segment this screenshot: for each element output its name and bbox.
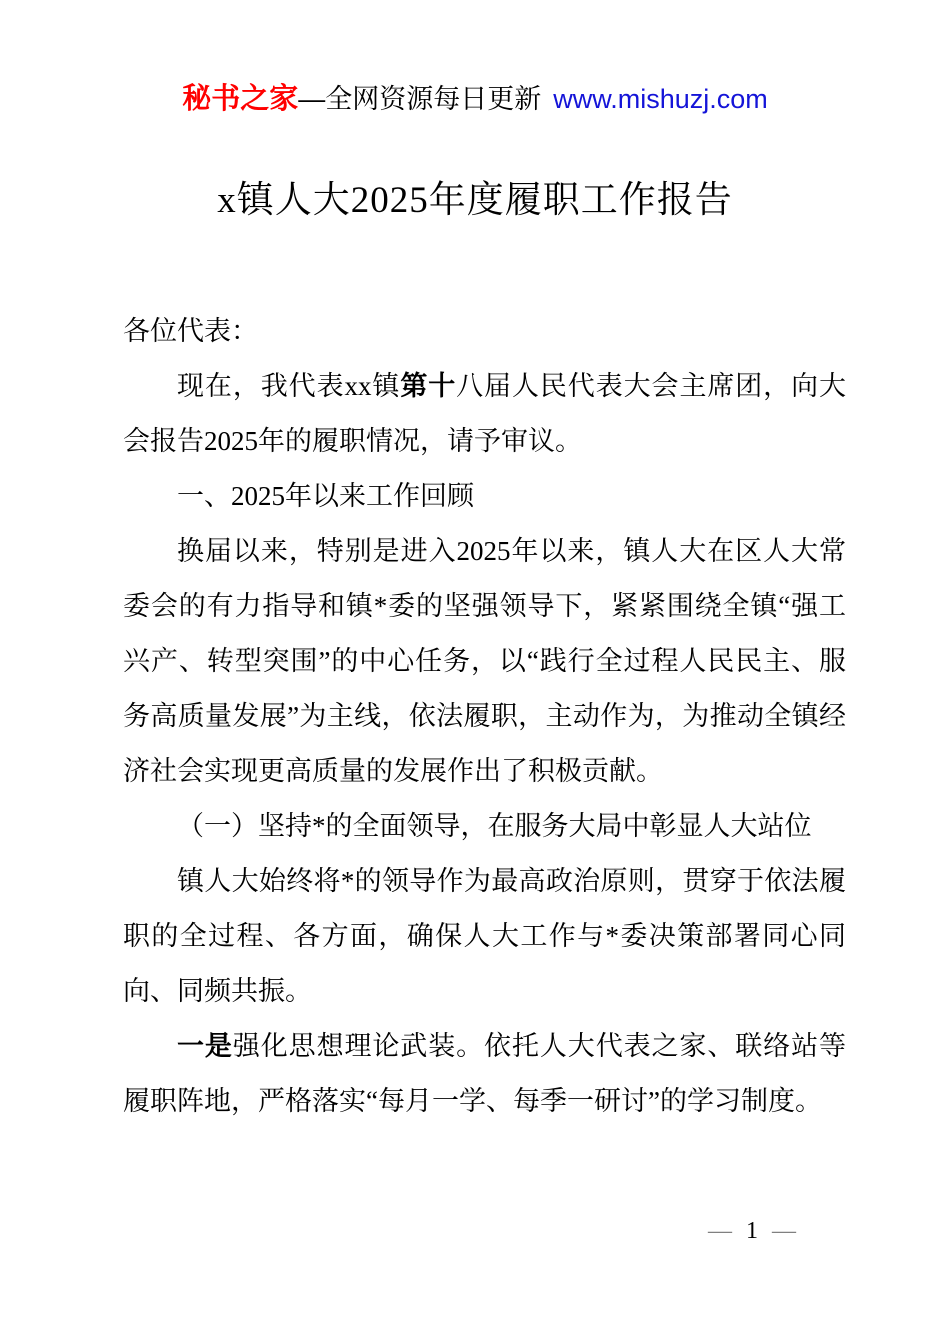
bold-lead-in: 一是	[177, 1031, 233, 1061]
page-number-dash-left: —	[708, 1218, 732, 1244]
paragraph-first-point	[123, 1019, 846, 1129]
page-number	[708, 1216, 796, 1246]
text-segment: 现在，我代表xx镇	[177, 371, 401, 401]
bold-text-segment: 第十	[400, 371, 457, 401]
text-segment: 强化思想理论武装。依托人大代表之家、联络站等履职阵地，严格落实“每月一学、每季一研讨”的学习制度。	[123, 1031, 847, 1116]
document-body	[123, 304, 846, 1129]
salutation: 各位代表：	[123, 316, 258, 346]
header-tagline: 全网资源每日更新	[325, 84, 542, 114]
paragraph-opening	[123, 359, 846, 469]
paragraph-leadership: 镇人大始终将*的领导作为最高政治原则，贯穿于依法履职的全过程、各方面，确保人大工作与*委决策部署同心同向、同频共振。	[123, 866, 846, 1006]
text-segment: 八届人民代表大会主席团，向大会报告2025年的履职情况，请予审议。	[123, 371, 847, 456]
brand-text: 秘书之家	[182, 83, 299, 115]
site-url-link[interactable]: www.mishuzj.com	[553, 84, 768, 114]
page-number-value: 1	[746, 1218, 758, 1244]
subsection-heading-leadership: （一）坚持*的全面领导，在服务大局中彰显人大站位	[177, 811, 812, 841]
header-separator: —	[298, 84, 326, 114]
document-title: x镇人大2025年度履职工作报告	[217, 180, 733, 221]
site-header	[0, 0, 950, 118]
page-number-dash-right: —	[772, 1218, 796, 1244]
paragraph-review: 换届以来，特别是进入2025年以来，镇人大在区人大常委会的有力指导和镇*委的坚强领导下，紧紧围绕全镇“强工兴产、转型突围”的中心任务，以“践行全过程人民民主、服务高质量发展”为主线，依法履职，主动作为，为推动全镇经济社会实现更高质量的发展作出了积极贡献。	[123, 536, 846, 786]
section-heading-work-review: 一、2025年以来工作回顾	[177, 481, 474, 511]
